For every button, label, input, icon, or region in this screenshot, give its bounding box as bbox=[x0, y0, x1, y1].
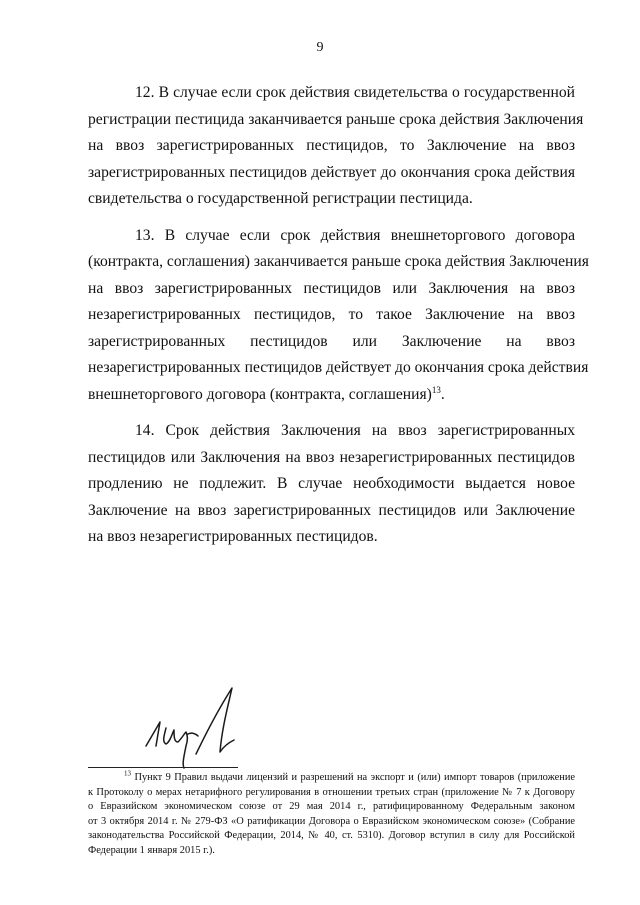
footnote-line: к Протоколу о мерах нетарифного регулирования в отношении третьих стран (приложение № 7 к Договору bbox=[88, 786, 575, 798]
footnote-reference[interactable]: 13 bbox=[431, 384, 441, 395]
footnote bbox=[88, 771, 575, 859]
footnote-line: от 3 октября 2014 г. № 279-ФЗ «О ратификации Договора о Евразийском экономическом союзе» (Собрание bbox=[88, 815, 575, 827]
page-number: 9 bbox=[316, 40, 324, 55]
text-line: 12. В случае если срок действия свидетельства о государственной bbox=[135, 84, 575, 101]
text-line: свидетельства о государственной регистрации пестицида. bbox=[88, 190, 473, 207]
text-line: зарегистрированных пестицидов действует до окончания срока действия bbox=[88, 163, 575, 181]
text-line: незарегистрированных пестицидов действует до окончания срока действия bbox=[88, 359, 589, 376]
text-line: 14. Срок действия Заключения на ввоз зарегистрированных bbox=[135, 422, 575, 439]
body-text bbox=[88, 80, 589, 561]
text-line: на ввоз зарегистрированных пестицидов или Заключения на ввоз bbox=[88, 279, 575, 297]
footnote-line: о Евразийском экономическом союзе от 29 мая 2014 г., ратифицированному Федеральным законом bbox=[88, 801, 575, 813]
text-fragment: внешнеторгового договора (контракта, соглашения) bbox=[88, 385, 432, 403]
text-line: на ввоз зарегистрированных пестицидов, то Заключение на ввоз bbox=[88, 137, 575, 154]
footnote-text: Пункт 9 Правил выдачи лицензий и разрешений на экспорт и (или) импорт товаров (приложение bbox=[134, 772, 575, 783]
text-line: пестицидов или Заключения на ввоз незарегистрированных пестицидов bbox=[88, 448, 575, 466]
text-line: (контракта, соглашения) заканчивается раньше срока действия Заключения bbox=[88, 253, 589, 270]
footnote-line bbox=[88, 771, 575, 786]
handwritten-signature bbox=[136, 676, 266, 776]
text-line: незарегистрированных пестицидов, то такое Заключение на ввоз bbox=[88, 306, 575, 323]
footnote-line: Федерации 1 января 2015 г.). bbox=[88, 844, 215, 856]
footnote-line: законодательства Российской Федерации, 2014, № 40, ст. 5310). Договор вступил в силу для Российской bbox=[88, 830, 575, 842]
text-line-with-footnote bbox=[88, 382, 575, 409]
text-line: зарегистрированных пестицидов или Заключение на ввоз bbox=[88, 332, 575, 350]
paragraph-14 bbox=[88, 418, 575, 551]
text-line: регистрации пестицида заканчивается раньше срока действия Заключения bbox=[88, 110, 584, 128]
paragraph-12 bbox=[88, 80, 584, 213]
text-line: продлению не подлежит. В случае необходимости выдается новое bbox=[88, 475, 575, 492]
text-line: Заключение на ввоз зарегистрированных пестицидов или Заключение bbox=[88, 501, 575, 519]
footnote-mark: 13 bbox=[124, 769, 131, 778]
paragraph-13 bbox=[88, 223, 589, 409]
footnote-separator bbox=[88, 767, 238, 768]
sentence-end: . bbox=[440, 385, 445, 403]
text-line: 13. В случае если срок действия внешнеторгового договора bbox=[135, 226, 575, 244]
text-line: на ввоз незарегистрированных пестицидов. bbox=[88, 528, 378, 545]
